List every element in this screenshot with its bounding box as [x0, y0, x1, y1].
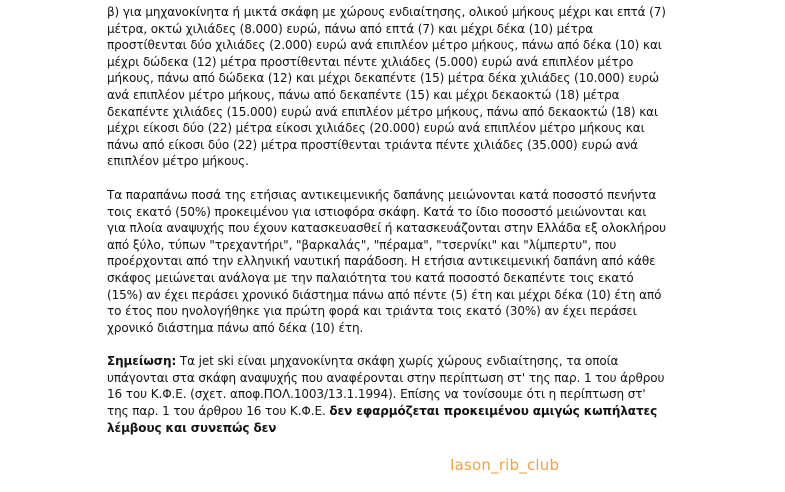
document-body: [107, 4, 667, 436]
note-label: Σημείωση:: [107, 354, 177, 369]
note-text: Τα jet ski είναι μηχανοκίνητα σκάφη χωρίς χώρους ενδιαίτησης, τα οποία υπάγονται στα σκάφη αναψυχής που αναφέρονται στην περίπτωση στ' της παρ. 1 του άρθρου 16 του Κ.Φ.Ε. (σχετ. αποφ.ΠΟΛ.1003/13.1.1994). Επίσης να τονίσουμε ότι η περίπτωση στ' της παρ. 1 του άρθρου 16 του Κ.Φ.Ε.: [107, 354, 665, 419]
paragraph-expense-reduction: Τα παραπάνω ποσά της ετήσιας αντικειμενικής δαπάνης μειώνονται κατά ποσοστό πενήντα τοις εκατό (50%) προκειμένου για ιστιοφόρα σκάφη. Κατά το ίδιο ποσοστό μειώνονται και για πλοία αναψυχής που έχουν κατασκευασθεί ή κατασκευάζονται στην Ελλάδα εξ ολοκλήρου από ξύλο, τύπων "τρεχαντήρι", "βαρκαλάς", "πέραμα", "τσερνίκι" και "λίμπερτυ", που προέρχονται από την ελληνική ναυτική παράδοση. Η ετήσια αντικειμενική δαπάνη από κάθε σκάφος μειώνεται ανάλογα με την παλαιότητα του κατά ποσοστό δεκαπέντε τοις εκατό (15%) αν έχει περάσει χρονικό διάστημα πάνω από πέντε (5) έτη και μέχρι δέκα (10) έτη από το έτος που ηνολογήθηκε για πρώτη φορά και τριάντα τοις εκατό (30%) αν έχει περάσει χρονικό διάστημα πάνω από δέκα (10) έτη.: [107, 187, 666, 335]
paragraph-yacht-tariffs: β) για μηχανοκίνητα ή μικτά σκάφη με χώρους ενδιαίτησης, ολικού μήκους μέχρι και επτά (7) μέτρα, οκτώ χιλιάδες (8.000) ευρώ, πάνω από επτά (7) και μέχρι δέκα (10) μέτρα προστίθενται δύο χιλιάδες (2.000) ευρώ ανά επιπλέον μέτρο μήκους, πάνω από δέκα (10) και μέχρι δώδεκα (12) μέτρα προστίθενται πέντε χιλιάδες (5.000) ευρώ ανά επιπλέον μέτρο μήκους, πάνω από δώδεκα (12) και μέχρι δεκαπέντε (15) μέτρα δέκα χιλιάδες (10.000) ευρώ ανά επιπλέον μέτρο μήκους, πάνω από δεκαπέντε (15) και μέχρι δεκαοκτώ (18) μέτρα δεκαπέντε χιλιάδες (15.000) ευρώ ανά επιπλέον μέτρο μήκους, πάνω από δεκαοκτώ (18) και μέχρι είκοσι δύο (22) μέτρα είκοσι χιλιάδες (20.000) ευρώ ανά επιπλέον μέτρο μήκους και πάνω από είκοσι δύο (22) μέτρα προστίθενται τριάντα πέντε χιλιάδες (35.000) ευρώ ανά επιπλέον μέτρο μήκους.: [107, 5, 666, 169]
paragraph-note: [107, 353, 667, 436]
paragraph-spacer: [107, 336, 667, 353]
watermark: Iason_rib_club: [450, 456, 560, 474]
paragraph-spacer: [107, 170, 667, 187]
note-bold-tail: δεν εφαρμόζεται προκειμένου αμιγώς κωπήλατες λέμβους και συνεπώς δεν: [107, 404, 658, 435]
